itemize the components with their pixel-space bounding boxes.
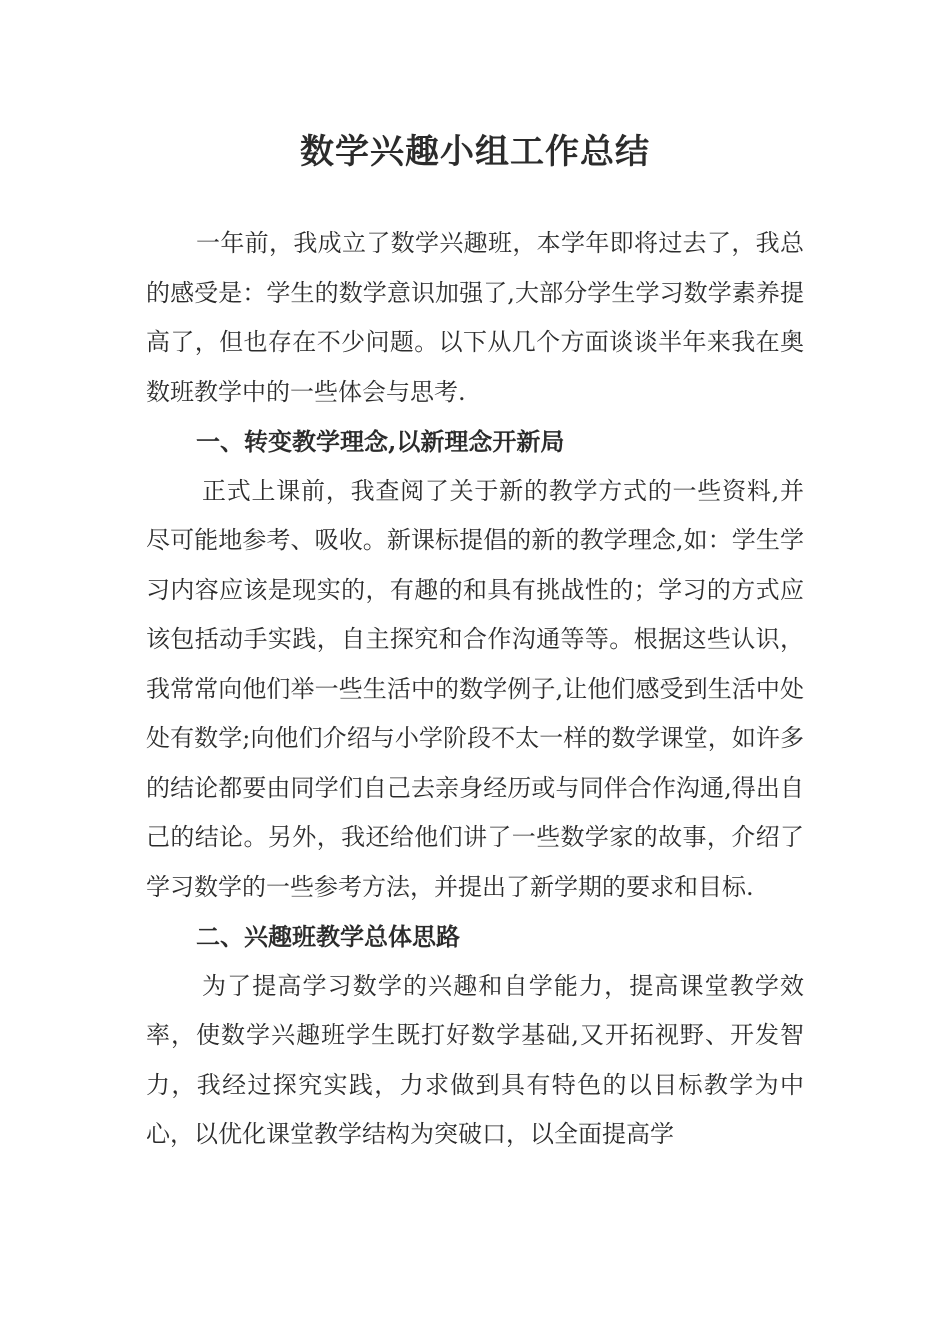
paragraph-section-1: 正式上课前，我查阅了关于新的教学方式的一些资料,并尽可能地参考、吸收。新课标提倡的新的教学理念,如：学生学习内容应该是现实的，有趣的和具有挑战性的；学习的方式应该包括动手实践，自主探究和合作沟通等等。根据这些认识，我常常向他们举一些生活中的数学例子,让他们感受到生活中处处有数学;向他们介绍与小学阶段不太一样的数学课堂，如许多的结论都要由同学们自己去亲身经历或与同伴合作沟通,得出自己的结论。另外，我还给他们讲了一些数学家的故事，介绍了学习数学的一些参考方法，并提出了新学期的要求和目标. [146,476,804,901]
section-heading-1: 一、转变教学理念,以新理念开新局 [196,427,565,456]
document-title: 数学兴趣小组工作总结 [300,132,650,172]
document-body [146,219,804,1160]
section-heading-2: 二、兴趣班教学总体思路 [196,922,460,951]
paragraph-section-2: 为了提高学习数学的兴趣和自学能力，提高课堂教学效率，使数学兴趣班学生既打好数学基础,又开拓视野、开发智力，我经过探究实践，力求做到具有特色的以目标教学为中心，以优化课堂教学结构为突破口，以全面提高学 [146,971,804,1148]
paragraph-intro: 一年前，我成立了数学兴趣班，本学年即将过去了，我总的感受是：学生的数学意识加强了,大部分学生学习数学素养提高了，但也存在不少问题。以下从几个方面谈谈半年来我在奥数班教学中的一些体会与思考. [146,229,804,406]
